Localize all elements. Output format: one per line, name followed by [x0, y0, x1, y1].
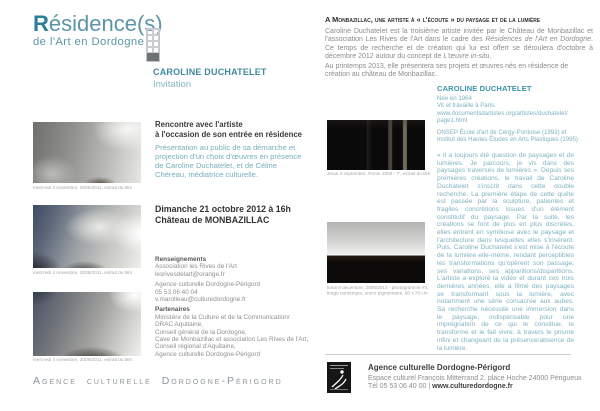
text-line: page1.html	[437, 117, 468, 125]
invitation-label: Invitation	[153, 79, 192, 90]
partners-title: Partenaires	[155, 306, 190, 314]
info-block	[155, 256, 325, 358]
brand-logo	[33, 12, 163, 48]
text-line: Conseil général de la Dordogne,	[155, 328, 247, 336]
sky-photo-1	[33, 122, 141, 183]
photo-caption: Jeudi 3 septembre, Rome 2009 - 7', extrait du film	[327, 172, 431, 177]
artist-name: CAROLINE DUCHATELET	[153, 67, 267, 77]
text-line: Vit et travaille à Paris.	[437, 102, 496, 110]
intro-text: Caroline Duchatelet est la troisième artiste invitée par le Château de Monbazillac et l'association Les Rives de l'Art dans le cadre des	[325, 28, 593, 44]
text-line: Agence culturelle Dordogne-Périgord	[155, 350, 261, 358]
photo-caption: mercredi 4 novembre, 2009/2011, extrait du film	[33, 186, 133, 191]
intro-text: .	[489, 53, 492, 61]
contacts-org2	[155, 281, 325, 303]
footer-phone: Tél 05 53 06 40 00 |	[368, 383, 433, 390]
logo-grid-icon	[146, 28, 160, 62]
bio-lines	[437, 95, 577, 125]
text-line: Conseil régional d'Aquitaine,	[155, 343, 236, 351]
footer-website: www.culturedordogne.fr	[432, 383, 513, 390]
photo-caption: mercredi 4 novembre, 2009/2011, extrait du film	[33, 271, 133, 276]
text-line: 05 53 06 40 04	[155, 288, 198, 296]
agence-culturelle-logo	[327, 362, 351, 393]
text-line: Association les Rives de l'Art	[155, 263, 237, 271]
event-date: Dimanche 21 octobre 2012 à 16h	[155, 204, 291, 214]
bio-block	[437, 84, 577, 143]
footer-phone-line	[368, 383, 582, 390]
text-line: Née en 1964	[437, 95, 472, 102]
text-line: DRAC Aquitaine,	[155, 321, 203, 329]
meeting-title-line2: à l'occasion de son entrée en résidence	[155, 130, 303, 139]
horizon-photo	[327, 222, 425, 283]
contacts-org1	[155, 263, 325, 278]
text-line: lesrivesdelart@orange.fr	[155, 270, 225, 278]
meeting-title-line1: Rencontre avec l'artiste	[155, 120, 243, 129]
contacts-title: Renseignements	[155, 256, 207, 263]
artist-quote: « Il a toujours été question de paysages et de lumières. Je parcours, je vis dans des paysages traversés de lumières ». Depuis ses premières créations, le travail de Caroline Duchatelet s'inscrit dans cette double recherche. La première étape de cette quête est passée par la sculpture, patientes et fragiles concrétions issues d'un élément constitutif du paysage. Par la suite, les créations se font de plus en plus discrètes, elles entrent en symbiose avec le paysage et l'architecture dans lesquelles elles s'insèrent. Puis, Caroline Duchatelet s'est mise à l'écoute de la lumière elle-même, rendant perceptibles les transformations qu'opèrent son passage, ses variations, ses apparitions/disparitions. L'artiste a exploré la vidéo et durant ces trois dernières années, elle a filmé des paysages se transformant sous la lumière, avec notamment une série consacrée aux aubes. Sa recherche nécessite une immersion dans le paysage, indispensable pour une imprégnation de ce qui le constitue, le transforme et le fait vivre, à travers le prisme infini et changeant de la présence/absence de la lumière.	[437, 152, 574, 352]
dancer-icon	[327, 362, 351, 393]
intro-italic-title-1: Résidences de l'Art en Dordogne	[485, 36, 592, 44]
dark-interior-photo	[327, 120, 425, 170]
brand-subtitle: de l'Art en Dordogne	[33, 36, 145, 48]
artist-header	[153, 67, 267, 90]
footer-address: Espace culturel François Mitterrand 2, place Hoche 24000 Périgueux	[368, 374, 582, 382]
sky-photo-2	[33, 205, 141, 268]
text-line: Institut des Hautes Études en Arts Plastiques (1995)	[437, 136, 578, 144]
event-place: Château de MONBAZILLAC	[155, 215, 270, 225]
intro-text: . Ce temps de recherche et de création qui lui est offert se déroulera d'octobre à décembre 2012 autour du concept de	[325, 36, 593, 61]
meeting-description: Présentation au public de sa démarche et projection d'un choix d'œuvres en présence de Caroline Duchatelet, et de Céline Chéreau, médiatrice culturelle.	[155, 143, 302, 179]
intro-paragraph-2: Au printemps 2013, elle présentera ses projets et œuvres nés en résidence de création au château de Monbazillac.	[325, 62, 569, 79]
footer-agency-name: Agence culturelle Dordogne-Périgord	[368, 363, 511, 372]
photo-caption: mercredi 4 novembre, 2009/2011, extrait du film	[33, 358, 133, 363]
agency-banner: Agence culturelle Dordogne-Périgord	[33, 375, 283, 387]
intro-block	[325, 15, 593, 79]
text-line: v.marolleau@culturedordogne.fr	[155, 296, 246, 304]
bio-artist-name: CAROLINE DUCHATELET	[437, 84, 532, 93]
text-line: Cave de Monbazillac et association Les Rives de l'Art,	[155, 336, 309, 344]
footer-divider	[325, 354, 571, 355]
sky-photo-3	[33, 292, 141, 356]
text-line: Ministère de la Culture et de la Communication/	[155, 313, 290, 321]
ladder-cell-dark	[147, 53, 159, 61]
text-line: Agence culturelle Dordogne-Périgord	[155, 281, 261, 289]
partners-list	[155, 314, 325, 358]
meeting-block	[155, 120, 310, 179]
text-line: DNSEP École d'art de Cergy-Pontoise (1993) et	[437, 128, 567, 136]
event-block	[155, 204, 291, 226]
footer-text	[368, 363, 582, 390]
bio-education	[437, 129, 577, 144]
text-line: www.documentsdartistes.org/artistes/duchatelet/	[437, 109, 568, 117]
photo-caption: lundi 8 décembre, 2008/2013 - photogramme #4, tirage numérique, encre pigmentaire, 60 x 70 cm	[327, 286, 429, 297]
intro-paragraph-1	[325, 28, 593, 62]
brand-title: Résidence(s)	[33, 11, 163, 36]
intro-italic-title-2: L'œuvre in-situ	[443, 53, 490, 61]
intro-headline: A Monbazillac, une artiste à « l'écoute » du paysage et de la lumière	[325, 15, 541, 24]
